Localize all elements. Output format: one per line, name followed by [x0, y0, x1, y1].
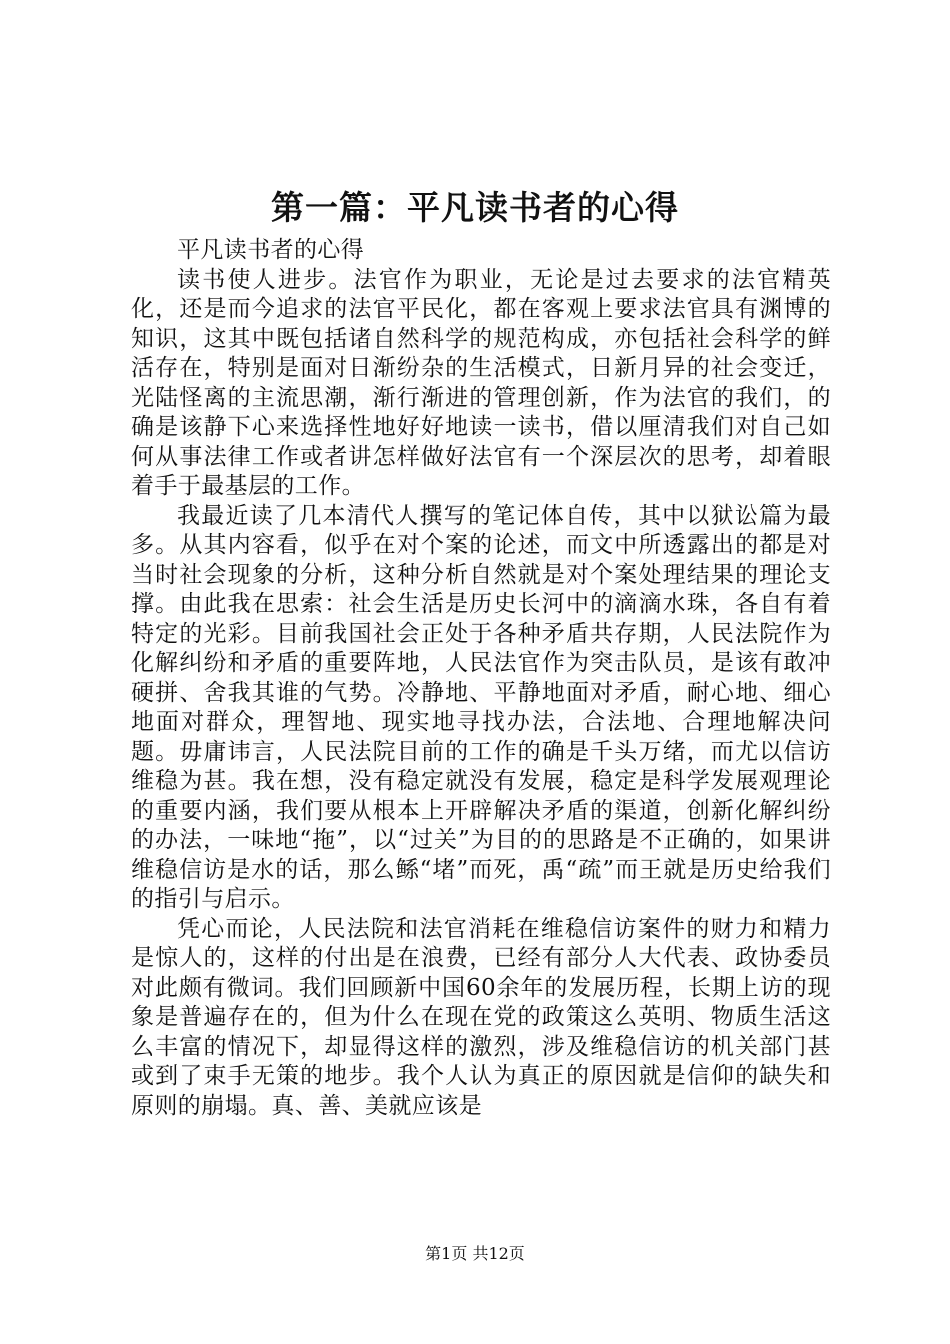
page-footer: 第1页 共12页	[425, 1244, 525, 1263]
paragraph: 我最近读了几本清代人撰写的笔记体自传，其中以狱讼篇为最多。从其内容看，似乎在对个案的论述，而文中所透露出的都是对当时社会现象的分析，这种分析自然就是对个案处理结果的理论支撑。由此我在思索：社会生活是历史长河中的滴滴水珠，各自有着特定的光彩。目前我国社会正处于各种矛盾共存期，人民法院作为化解纠纷和矛盾的重要阵地，人民法官作为突击队员，是该有敢冲硬拼、舍我其谁的气势。冷静地、平静地面对矛盾，耐心地、细心地面对群众，理智地、现实地寻找办法，合法地、合理地解决问题。毋庸讳言，人民法院目前的工作的确是千头万绪，而尤以信访维稳为甚。我在想，没有稳定就没有发展，稳定是科学发展观理论的重要内涵，我们要从根本上开辟解决矛盾的渠道，创新化解纠纷的办法，一味地“拖”，以“过关”为目的的思路是不正确的，如果讲维稳信访是水的话，那么鲧“堵”而死，禹“疏”而王就是历史给我们的指引与启示。	[131, 502, 831, 912]
paragraph: 凭心而论，人民法院和法官消耗在维稳信访案件的财力和精力是惊人的，这样的付出是在浪费，已经有部分人大代表、政协委员对此颇有微词。我们回顾新中国60余年的发展历程，长期上访的现象是普遍存在的，但为什么在现在党的政策这么英明、物质生活这么丰富的情况下，却显得这样的激烈，涉及维稳信访的机关部门甚或到了束手无策的地步。我个人认为真正的原因就是信仰的缺失和原则的崩塌。真、善、美就应该是	[131, 915, 831, 1119]
document-body	[131, 236, 831, 1121]
paragraph: 读书使人进步。法官作为职业，无论是过去要求的法官精英化，还是而今追求的法官平民化，都在客观上要求法官具有渊博的知识，这其中既包括诸自然科学的规范构成，亦包括社会科学的鲜活存在，特别是面对日渐纷杂的生活模式，日新月异的社会变迁，光陆怪离的主流思潮，渐行渐进的管理创新，作为法官的我们，的确是该静下心来选择性地好好地读一读书，借以厘清我们对自己如何从事法律工作或者讲怎样做好法官有一个深层次的思考，却着眼着手于最基层的工作。	[131, 266, 831, 499]
subtitle: 平凡读书者的心得	[177, 237, 365, 263]
page-title: 第一篇：平凡读书者的心得	[271, 188, 679, 227]
